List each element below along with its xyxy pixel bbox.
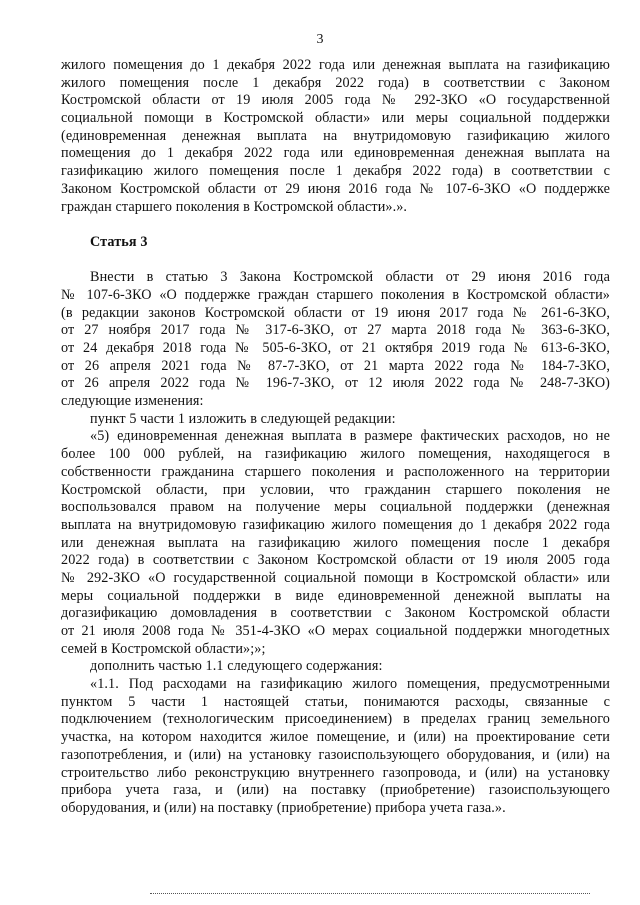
- text-line: жилого помещения до 1 декабря 2022 года или денежная выплата на газификацию: [61, 57, 610, 73]
- text-line: выплата на внутридомовую газификацию жилого помещения до 1 декабря 2022 года: [61, 516, 610, 533]
- paragraph: [61, 658, 610, 676]
- page-number: 3: [316, 32, 324, 47]
- text-line: Законом Костромской области от 29 июня 2016 года № 107-6-ЗКО «О поддержке: [61, 180, 610, 197]
- text-line: более 100 000 рублей, на газификацию жилого помещения, находящегося в: [61, 446, 610, 463]
- text-line: следующие изменения:: [61, 393, 204, 410]
- text-line: № 107-6-ЗКО «О поддержке граждан старшего поколения в Костромской области»: [61, 286, 610, 303]
- paragraph: [61, 676, 610, 818]
- text-line: Костромской области, при условии, что гражданин старшего поколения не: [61, 481, 610, 498]
- bottom-divider: [150, 893, 590, 894]
- text-line: помещения до 1 декабря 2022 года или единовременная денежная выплата на: [61, 145, 610, 162]
- text-line: от 27 ноября 2017 года № 317-6-ЗКО, от 27 марта 2018 года № 363-6-ЗКО,: [61, 322, 610, 339]
- text-line: 2022 года) в соответствии с Законом Костромской области от 19 июля 2005 года: [61, 552, 610, 569]
- text-line: социальной помощи в Костромской области» или меры социальной поддержки: [61, 110, 610, 127]
- paragraph: [61, 411, 610, 429]
- text-line: собственности гражданина старшего поколения и расположенного на территории: [61, 463, 610, 480]
- paragraph: [61, 57, 610, 216]
- text-line: (единовременная денежная выплата на внутридомовую газификацию жилого: [61, 127, 610, 144]
- text-line: № 292-ЗКО «О государственной социальной помощи в Костромской области» или: [61, 569, 610, 586]
- text-line: дополнить частью 1.1 следующего содержания:: [90, 658, 383, 675]
- text-line: от 26 апреля 2022 года № 196-7-ЗКО, от 12 июля 2022 года № 248-7-ЗКО): [61, 375, 610, 392]
- text-line: прибора учета газа, и (или) на поставку (приобретение) газоиспользующего: [61, 782, 610, 799]
- spacer: [61, 252, 610, 270]
- text-line: «5) единовременная денежная выплата в размере фактических расходов, но не: [90, 428, 610, 445]
- text-line: от 26 апреля 2021 года № 87-7-ЗКО, от 21 марта 2022 года № 184-7-ЗКО,: [61, 357, 610, 374]
- text-line: «1.1. Под расходами на газификацию жилого помещения, предусмотренными: [90, 676, 610, 693]
- text-line: Внести в статью 3 Закона Костромской области от 29 июня 2016 года: [90, 269, 610, 286]
- text-line: граждан старшего поколения в Костромской области».».: [61, 198, 408, 215]
- text-line: догазификацию домовладения в соответствии с Законом Костромской области: [61, 605, 610, 622]
- text-line: участка, на котором находится жилое помещение, и (или) на проектирование сети: [61, 729, 610, 746]
- spacer: [61, 216, 610, 234]
- text-line: воспользовался правом на получение меры социальной поддержки (денежная: [61, 499, 610, 516]
- text-line: Костромской области от 19 июля 2005 года № 292-ЗКО «О государственной: [61, 92, 610, 109]
- text-line: газификацию жилого помещения после 1 декабря 2022 года) в соответствии с: [61, 163, 610, 180]
- text-line: или денежная выплата на газификацию жилого помещения после 1 декабря: [61, 534, 610, 551]
- text-line: газопотребления, и (или) на установку газоиспользующего оборудования, и (или) на: [61, 746, 610, 763]
- text-line: семей в Костромской области»;»;: [61, 640, 266, 657]
- text-line: (в редакции законов Костромской области от 19 июня 2017 года № 261-6-ЗКО,: [61, 304, 610, 321]
- text-line: подключением (технологическим присоединением) в пределах границ земельного: [61, 711, 610, 728]
- paragraph: [61, 428, 610, 658]
- text-line: пунктом 5 части 1 настоящей статьи, понимаются расходы, связанные с: [61, 693, 610, 710]
- document-body: [61, 57, 610, 818]
- text-line: оборудования, и (или) на поставку (приобретение) прибора учета газа.».: [61, 799, 506, 816]
- text-line: от 24 декабря 2018 года № 505-6-ЗКО, от 21 октября 2019 года № 613-6-ЗКО,: [61, 340, 610, 356]
- text-line: пункт 5 части 1 изложить в следующей редакции:: [90, 410, 396, 427]
- text-line: жилого помещения после 1 декабря 2022 года) в соответствии с Законом: [61, 74, 610, 91]
- article-heading: Статья 3: [90, 233, 148, 250]
- text-line: меры социальной поддержки в виде единовременной денежной выплаты на: [61, 587, 610, 604]
- text-line: строительство либо реконструкцию внутреннего газопровода, и (или) на установку: [61, 764, 610, 781]
- paragraph: [61, 269, 610, 411]
- text-line: от 21 июля 2008 года № 351-4-ЗКО «О мерах социальной поддержки многодетных: [61, 623, 610, 639]
